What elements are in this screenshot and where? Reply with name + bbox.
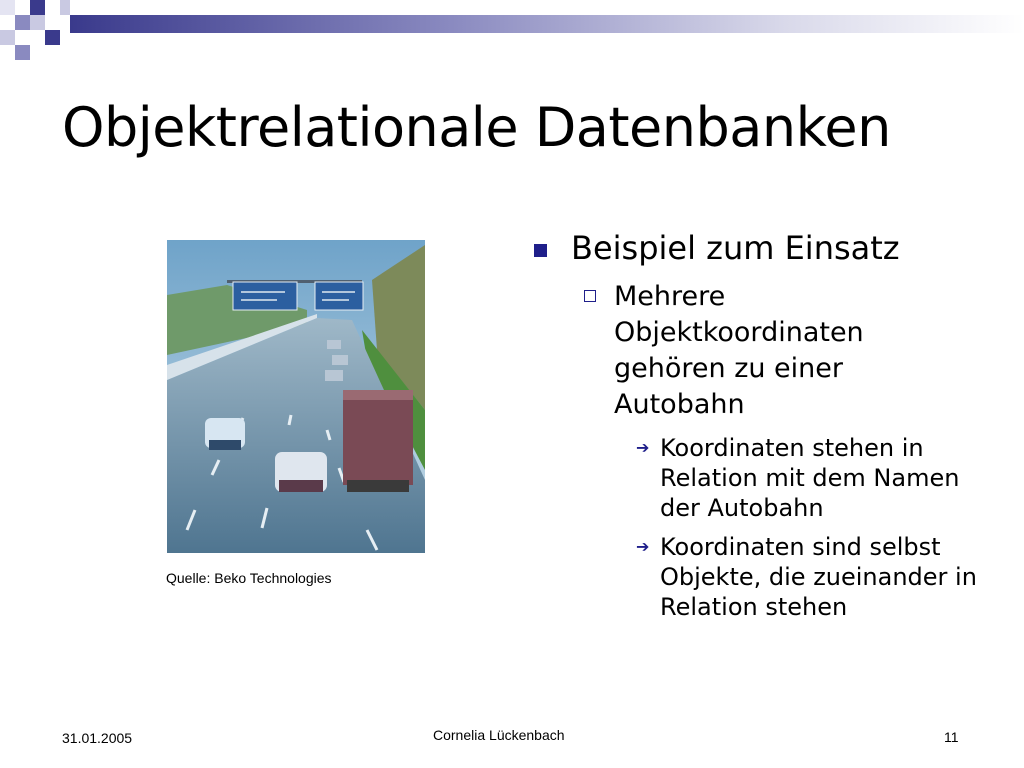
header-ornament	[0, 0, 80, 68]
header-gradient-band	[70, 15, 1024, 33]
arrow-right-icon: ➔	[636, 537, 650, 556]
highway-photo	[167, 240, 425, 553]
image-caption: Quelle: Beko Technologies	[166, 570, 332, 586]
bullet-level3-text: Koordinaten sind selbst Objekte, die zueinander in Relation stehen	[660, 533, 977, 621]
bullet-level1-text: Beispiel zum Einsatz	[571, 229, 900, 267]
slide-number: 11	[944, 729, 959, 745]
hollow-square-icon	[584, 290, 596, 302]
footer-date: 31.01.2005	[62, 730, 133, 746]
bullet-level3-text: Koordinaten stehen in Relation mit dem Namen der Autobahn	[660, 434, 960, 522]
slide-title: Objektrelationale Datenbanken	[62, 96, 891, 159]
checker-pattern-icon	[0, 0, 80, 64]
footer-author: Cornelia Lückenbach	[433, 727, 565, 743]
bullet-level2-text: Mehrere Objektkoordinaten gehören zu einer Autobahn	[614, 281, 864, 420]
filled-square-icon	[534, 244, 547, 257]
arrow-right-icon: ➔	[636, 438, 650, 457]
